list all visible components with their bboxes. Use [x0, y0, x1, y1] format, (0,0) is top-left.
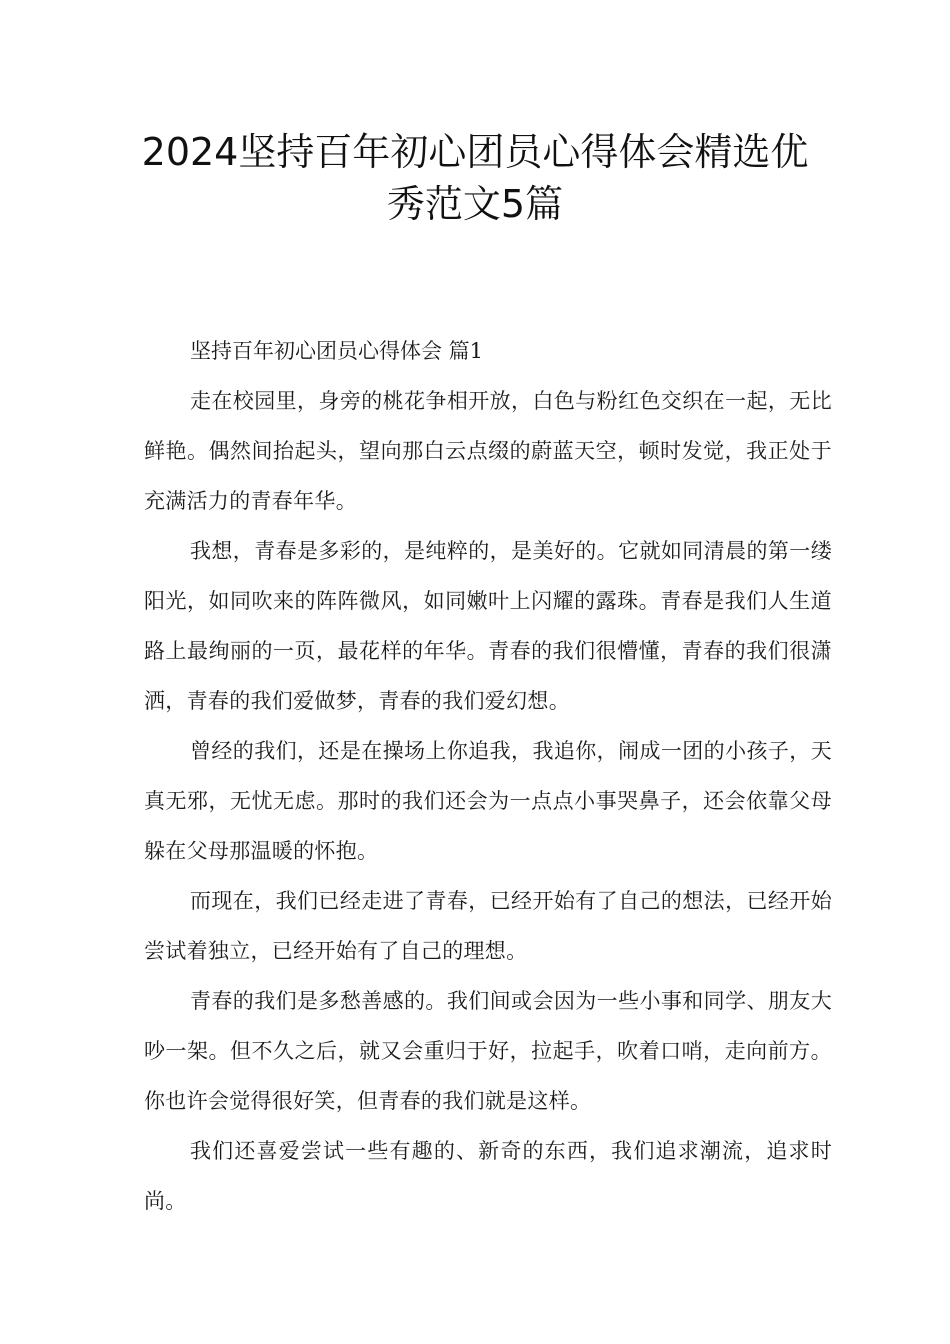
document-body	[144, 336, 832, 1226]
paragraph: 而现在，我们已经走进了青春，已经开始有了自己的想法，已经开始尝试着独立，已经开始有了自己的理想。	[144, 889, 832, 963]
paragraph: 青春的我们是多愁善感的。我们间或会因为一些小事和同学、朋友大吵一架。但不久之后，就又会重归于好，拉起手，吹着口哨，走向前方。你也许会觉得很好笑，但青春的我们就是这样。	[144, 989, 832, 1113]
paragraph: 曾经的我们，还是在操场上你追我，我追你，闹成一团的小孩子，天真无邪，无忧无虑。那时的我们还会为一点点小事哭鼻子，还会依靠父母躲在父母那温暖的怀抱。	[144, 739, 832, 863]
document-title	[100, 126, 850, 230]
paragraph: 我想，青春是多彩的，是纯粹的，是美好的。它就如同清晨的第一缕阳光，如同吹来的阵阵微风，如同嫩叶上闪耀的露珠。青春是我们人生道路上最绚丽的一页，最花样的年华。青春的我们很懵懂，青春的我们很潇洒，青春的我们爱做梦，青春的我们爱幻想。	[144, 539, 832, 713]
title-line-2: 秀范文5篇	[386, 182, 564, 226]
paragraph: 我们还喜爱尝试一些有趣的、新奇的东西，我们追求潮流，追求时尚。	[144, 1139, 832, 1213]
paragraph: 走在校园里，身旁的桃花争相开放，白色与粉红色交织在一起，无比鲜艳。偶然间抬起头，望向那白云点缀的蔚蓝天空，顿时发觉，我正处于充满活力的青春年华。	[144, 389, 832, 513]
title-line-1: 2024坚持百年初心团员心得体会精选优	[141, 130, 809, 174]
section-heading: 坚持百年初心团员心得体会 篇1	[190, 339, 484, 363]
